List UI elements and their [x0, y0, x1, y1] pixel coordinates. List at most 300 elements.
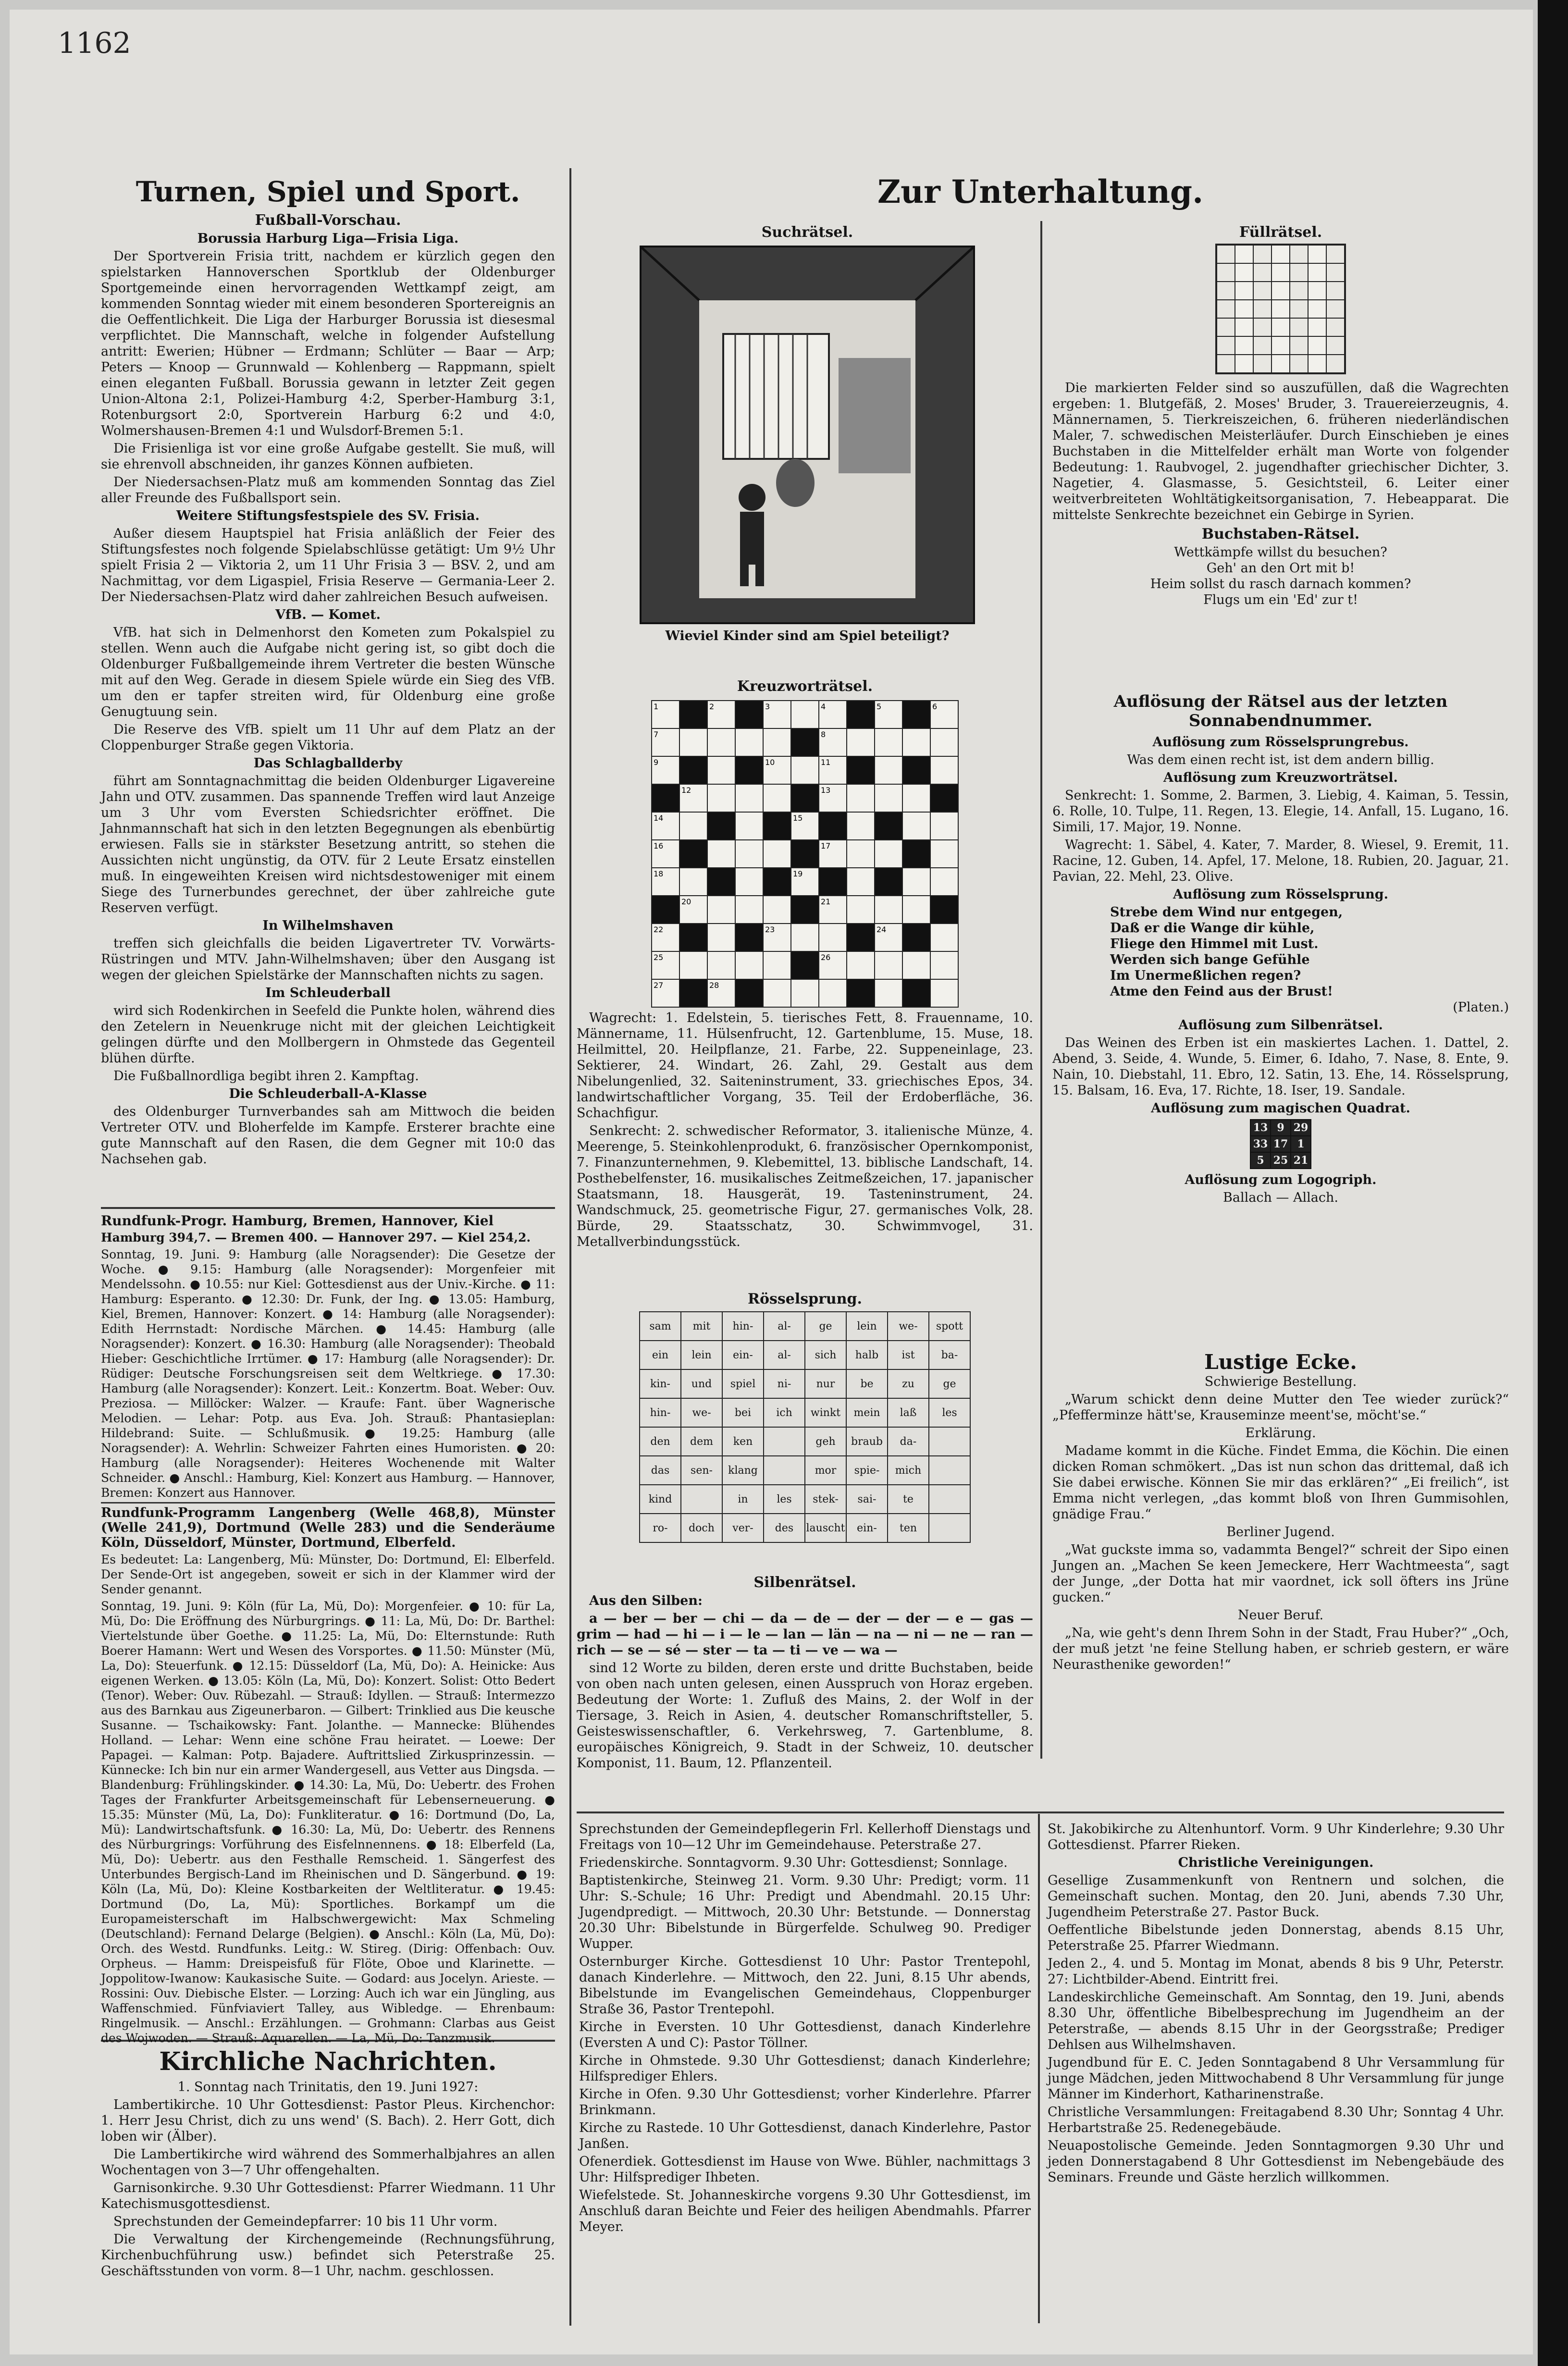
crossword-cell [847, 701, 875, 728]
knight-cell: ver- [722, 1514, 764, 1542]
fill-cell [1326, 263, 1345, 282]
magic-cell: 21 [1291, 1152, 1311, 1169]
match6-title: Im Schleuderball [265, 986, 391, 1000]
crossword-cell [679, 979, 707, 1007]
crossword-cell [930, 868, 958, 896]
crossword-number: 16 [654, 841, 664, 850]
knight-row [640, 1341, 970, 1369]
crossword-cell [679, 951, 707, 979]
church-notice: Ofenerdiek. Gottesdienst im Hause von Wwe. Bühler, nachmittags 3 Uhr: Hilfsprediger Ihbeten. [579, 2154, 1031, 2185]
fill-puzzle-text: Die markierten Felder sind so auszufüllen, daß die Wagrechten ergeben: 1. Blutgefäß, 2. Moses' Bruder, 3. Trauereierzeugnis, 4. Männernamen, 5. Tierkreiszeichen, 6. früheren niederländischen Maler, 7. schwedischen Meisterläufer. Durch Einschieben je eines Buchstaben in die Mittelfelder erhält man Worte von folgender Bedeutung: 1. Raubvogel, 2. jugendhafter griechischer Dichter, 3. Nagetier, 4. Glasmasse, 5. Gesichtsteil, 6. Leiter einer weitverbreiteten Wohltätigkeitsorganisation, 7. Hebeapparat. Die mittelste Senkrechte bezeichnet ein Gebirge in Syrien. [1052, 381, 1509, 522]
crossword-number: 10 [765, 758, 775, 767]
fill-cell [1290, 263, 1308, 282]
crossword-cell [707, 951, 735, 979]
crossword-cell [930, 756, 958, 784]
knight-cell: be [846, 1369, 888, 1398]
crossword-cell [902, 840, 930, 868]
syllable-puzzle-title: Silbenrätsel. [753, 1574, 856, 1591]
crossword-cell [847, 951, 875, 979]
match2-text: Außer diesem Hauptspiel hat Frisia anläßlich der Feier des Stiftungsfestes noch folgende Spielabschlüsse getätigt: Um 9½ Uhr spielt Frisia 2 — Viktoria 2, um 11 Uhr Frisia 3 — BSV. 2, und am Nachmittag, vor dem Ligaspiel, Frisia Reserve — Germania-Leer 2. Der Niedersachsen-Platz wird daher zahlreichen Besuch aufweisen. [101, 526, 555, 604]
fill-cell [1216, 245, 1235, 263]
knight-cell: ni- [764, 1369, 805, 1398]
fill-cell [1326, 300, 1345, 318]
crossword-cell [791, 840, 819, 868]
fill-cell [1326, 245, 1345, 263]
knight-cell: halb [846, 1341, 888, 1369]
crossword-number: 19 [793, 869, 803, 878]
knight-cell: braub [846, 1427, 888, 1456]
knight-solution-lines [1052, 904, 1509, 999]
crossword-cell [735, 896, 763, 924]
match6-text: wird sich Rodenkirchen in Seefeld die Punkte holen, während dies den Zetelern in Neuenkruge nicht mit der gleichen Leichtigkeit gelingen dürfte und den Mollbergern in Ohmstede das Gegenteil blühen dürfte. [101, 1003, 555, 1066]
fill-cell [1290, 336, 1308, 355]
crossword-grid [649, 698, 961, 1005]
fill-cell [1308, 355, 1326, 373]
crossword-cell [763, 951, 791, 979]
fill-cell [1290, 300, 1308, 318]
church-heading: Kirchliche Nachrichten. [159, 2047, 497, 2076]
magic-cell: 1 [1291, 1136, 1311, 1152]
magic-cell: 29 [1291, 1120, 1311, 1136]
fill-cell [1235, 245, 1253, 263]
association-notice: Christliche Versammlungen: Freitagabend 8.30 Uhr; Sonntag 4 Uhr. Herbartstraße 25. Redenegebäude. [1048, 2105, 1504, 2135]
crossword-cell [875, 840, 902, 868]
knight-cell: les [929, 1398, 970, 1427]
syllable-solution-text: Das Weinen des Erben ist ein maskiertes Lachen. 1. Dattel, 2. Abend, 3. Seide, 4. Wunde, 5. Eimer, 6. Idaho, 7. Nase, 8. Ente, 9. Nain, 10. Diebstahl, 11. Ebro, 12. Satin, 13. Ehe, 14. Rösselsprung, 15. Balsam, 16. Eva, 17. Richte, 18. Iser, 19. Sandale. [1052, 1035, 1509, 1098]
crossword-cell [930, 979, 958, 1007]
crossword-cell [652, 896, 679, 924]
knight-cell [681, 1485, 722, 1514]
fill-cell [1308, 318, 1326, 336]
fill-cell [1326, 282, 1345, 300]
fill-cell [1216, 355, 1235, 373]
crossword-cell [791, 701, 819, 728]
crossword-cell [735, 924, 763, 951]
knight-solution-line: Strebe dem Wind nur entgegen, [1110, 905, 1343, 920]
funny-corner-title: Lustige Ecke. [1204, 1350, 1357, 1374]
crossword-cell [652, 784, 679, 812]
knight-solution-line: Im Unermeßlichen regen? [1110, 968, 1301, 983]
fill-cell [1308, 300, 1326, 318]
match6-text-2: Die Fußballnordliga begibt ihren 2. Kampftag. [113, 1069, 419, 1084]
knight-cell: klang [722, 1456, 764, 1485]
magic-row [1250, 1136, 1311, 1152]
crossword-cell [679, 868, 707, 896]
church-lamberti-open: Die Lambertikirche wird während des Sommerhalbjahres an allen Wochentagen von 3—7 Uhr offengehalten. [101, 2147, 555, 2178]
logogriph-title: Auflösung zum Logogriph. [1185, 1172, 1377, 1187]
fill-row [1216, 263, 1345, 282]
crossword-number: 1 [654, 702, 659, 711]
crossword-cell [707, 868, 735, 896]
match7-title: Die Schleuderball-A-Klasse [229, 1086, 427, 1101]
crossword-cell [819, 812, 847, 840]
church-section [101, 2047, 555, 2330]
crossword-cell [791, 728, 819, 756]
crossword-cell [902, 701, 930, 728]
fill-cell [1235, 336, 1253, 355]
fill-cell [1235, 263, 1253, 282]
church-notice: Sprechstunden der Gemeindepflegerin Frl. Kellerhoff Dienstags und Freitags von 10—12 Uhr im Gemeindehause. Peterstraße 27. [579, 1822, 1031, 1852]
crossword-cell [679, 812, 707, 840]
syllable-letters: a — ber — ber — chi — da — de — der — der — e — gas — grim — had — hi — i — le — lan — län — na — ni — ne — ran — rich — se — sé — ster — ta — ti — ve — wa — [577, 1611, 1033, 1658]
puzzle-illustration [640, 246, 975, 624]
radio1-subtitle: Hamburg 394,7. — Bremen 400. — Hannover 297. — Kiel 254,2. [101, 1231, 531, 1245]
fill-row [1216, 355, 1345, 373]
syllable-solution-title: Auflösung zum Silbenrätsel. [1178, 1018, 1383, 1033]
crossword-number: 11 [821, 758, 831, 767]
crossword-cell [791, 979, 819, 1007]
crossword-cell [902, 812, 930, 840]
crossword-cell [930, 784, 958, 812]
knight-row [640, 1369, 970, 1398]
fill-cell [1290, 355, 1308, 373]
crossword-cell [875, 868, 902, 896]
crossword-number: 12 [681, 786, 691, 795]
knight-cell: ein [640, 1341, 681, 1369]
fill-cell [1290, 245, 1308, 263]
joke2-title: Erklärung. [1245, 1426, 1316, 1441]
knight-row [640, 1427, 970, 1456]
fill-puzzle-title: Füllrätsel. [1239, 224, 1322, 241]
crossword-cell [875, 979, 902, 1007]
crossword-cell [763, 728, 791, 756]
crossword-number: 3 [765, 702, 770, 711]
church-office-hours: Sprechstunden der Gemeindepfarrer: 10 bis 11 Uhr vorm. [113, 2214, 498, 2229]
knight-cell: sen- [681, 1456, 722, 1485]
crossword-cell [819, 868, 847, 896]
knight-solution-line: Werden sich bange Gefühle [1110, 952, 1310, 967]
knight-cell [929, 1456, 970, 1485]
crossword-cell [902, 979, 930, 1007]
knight-row [640, 1312, 970, 1341]
fill-row [1216, 318, 1345, 336]
fill-cell [1235, 300, 1253, 318]
knight-cell: winkt [805, 1398, 846, 1427]
crossword-cell [735, 756, 763, 784]
fill-cell [1272, 355, 1290, 373]
crossword-cell [902, 951, 930, 979]
crossword-cell [763, 896, 791, 924]
knight-cell [929, 1427, 970, 1456]
knight-cell: stek- [805, 1485, 846, 1514]
knight-cell: dem [681, 1427, 722, 1456]
fill-cell [1253, 263, 1272, 282]
crossword-number: 2 [709, 702, 715, 711]
knight-cell: ro- [640, 1514, 681, 1542]
page-number: 1162 [58, 26, 131, 60]
crossword-number: 7 [654, 730, 659, 739]
radio1-title: Rundfunk-Progr. Hamburg, Bremen, Hannover, Kiel [101, 1213, 494, 1229]
crossword-number: 4 [821, 702, 826, 711]
church-notice: Kirche in Eversten. 10 Uhr Gottesdienst, danach Kinderlehre (Eversten A und C): Pastor Töllner. [579, 2020, 1031, 2050]
column-rule-right [1040, 221, 1042, 1759]
fill-row [1216, 336, 1345, 355]
crossword-cell [679, 728, 707, 756]
crossword-number: 21 [821, 897, 831, 906]
crossword-cell [875, 951, 902, 979]
joke1-text: „Warum schickt denn deine Mutter den Tee wieder zurück?“ „Pfefferminze hätt'se, Krauseminze meent'se, möcht'se.“ [1052, 1392, 1509, 1423]
crossword-cell [707, 784, 735, 812]
joke4-title: Neuer Beruf. [1237, 1608, 1324, 1623]
crossword-cell [847, 979, 875, 1007]
crossword-cell [902, 756, 930, 784]
knight-cell: les [764, 1485, 805, 1514]
crossword-title: Kreuzworträtsel. [737, 678, 873, 695]
fill-cell [1253, 336, 1272, 355]
fill-cell [1272, 336, 1290, 355]
fill-row [1216, 245, 1345, 263]
crossword-cell [791, 784, 819, 812]
knight-cell: ein- [846, 1514, 888, 1542]
joke1-title: Schwierige Bestellung. [1204, 1374, 1357, 1389]
fill-cell [1308, 336, 1326, 355]
knight-cell: sam [640, 1312, 681, 1341]
column-rule-center [569, 168, 571, 2326]
crossword-across: Wagrecht: 1. Edelstein, 5. tierisches Fett, 8. Frauenname, 10. Männername, 11. Hülsenfrucht, 12. Gartenblume, 15. Muse, 18. Heilmittel, 20. Heilpflanze, 21. Farbe, 22. Suppeneinlage, 23. Sektierer, 24. Windart, 26. Zahl, 29. Gestalt aus dem Nibelungenlied, 32. Saiteninstrument, 33. griechisches Epos, 34. landwirtschaftlicher Vorgang, 35. Teil der Erdoberfläche, 36. Schachfigur. [577, 1010, 1033, 1121]
letter-puzzle-line: Heim sollst du rasch darnach kommen? [1150, 577, 1411, 592]
crossword-cell [791, 896, 819, 924]
fill-cell [1308, 282, 1326, 300]
fill-cell [1216, 300, 1235, 318]
crossword-cell [735, 812, 763, 840]
crossword-down: Senkrecht: 2. schwedischer Reformator, 3. italienische Münze, 4. Meerenge, 5. Steinkohlenprodukt, 6. französischer Opernkomponist, 7. Finanzunternehmen, 9. Klebemittel, 13. biblische Landschaft, 14. Posthebelfenster, 16. musikalisches Zeitmeßzeichen, 17. japanischer Staatsmann, 18. Hausgerät, 19. Tasteninstrument, 24. Wandschmuck, 25. geometrische Figur, 27. germanisches Volk, 28. Bürde, 29. Staatsschatz, 30. Schwimmvogel, 31. Metallverbindungsstück. [577, 1123, 1033, 1249]
fill-cell [1272, 282, 1290, 300]
crossword-number: 28 [709, 981, 719, 990]
rule-left-radio [101, 1207, 555, 1209]
match1-text: Der Sportverein Frisia tritt, nachdem er kürzlich gegen den spielstarken Hannoverschen Sportklub der Oldenburger Sportgemeinde einen hervorragenden Wettkampf zeigt, am kommenden Sonntag wieder mit einem besonderen Sportereignis an die Oeffentlichkeit. Die Liga der Harburger Borussia ist diesesmal verpflichtet. Die Mannschaft, welche in folgender Aufstellung antritt: Ewerien; Hübner — Erdmann; Schlüter — Baar — Arp; Peters — Knoop — Grunnwald — Kohlenberg — Rappmann, spielt einen eleganten Fußball. Borussia gewann in letzter Zeit gegen Union-Altona 2:1, Polizei-Hamburg 4:2, Sperber-Hamburg 3:1, Rotenburgsort 2:0, Sportverein Harburg 6:2 und 4:0, Wolmershausen-Bremen 4:1 und Wulsdorf-Bremen 5:1. [101, 249, 555, 438]
magic-cell: 9 [1271, 1120, 1291, 1136]
knight-cell: zu [888, 1369, 929, 1398]
crossword-cell [707, 840, 735, 868]
association-notice: Oeffentliche Bibelstunde jeden Donnerstag, abends 8.15 Uhr, Peterstraße 25. Pfarrer Wiedmann. [1048, 1922, 1504, 1953]
crossword-cell [847, 896, 875, 924]
crossword-cell [930, 812, 958, 840]
crossword-solution-down: Senkrecht: 1. Somme, 2. Barmen, 3. Liebig, 4. Kaiman, 5. Tessin, 6. Rolle, 10. Tulpe, 11. Regen, 13. Elegie, 14. Anfall, 15. Lugano, 16. Simili, 17. Major, 19. Nonne. [1052, 788, 1509, 835]
crossword-cell [902, 868, 930, 896]
crossword-cell [930, 840, 958, 868]
knight-cell: bei [722, 1398, 764, 1427]
crossword-number: 5 [877, 702, 882, 711]
crossword-cell [735, 784, 763, 812]
crossword-cell [819, 924, 847, 951]
knight-cell: und [681, 1369, 722, 1398]
courtyard-image [642, 247, 973, 622]
search-puzzle [625, 221, 990, 678]
magic-row [1250, 1120, 1311, 1136]
radio1-program: Sonntag, 19. Juni. 9: Hamburg (alle Noragsender): Die Gesetze der Woche. ● 9.15: Hamburg (alle Noragsender): Morgenfeier mit Mendelssohn. ● 10.55: nur Kiel: Gottesdienst aus der Univ.-Kirche. ● 11: Hamburg: Esperanto. ● 12.30: Dr. Funk, der Ing. ● 13.05: Hamburg, Kiel, Bremen, Hannover: Konzert. ● 14: Hamburg (alle Noragsender): Edith Herrnstadt: Nordische Märchen. ● 14.45: Hamburg (alle Noragsender): Konzert. ● 16.30: Hamburg (alle Noragsender): Theobald Hieber: Geschichtliche Irrtümer. ● 17: Hamburg (alle Noragsender): Dr. Rüdiger: Deutsche Forschungsreisen seit dem Weltkriege. ● 17.30: Hamburg (alle Noragsender): Konzert. Leit.: Konzertm. Boat. Weber: Ouv. Preziosa. — Millöcker: Walzer. — Kraufe: Fant. über Wagnerische Melodien. — Lehar: Potp. aus Eva. Joh. Strauß: Phantasieplan: Hildebrand: Suite. — Schlußmusik. ● 19.25: Hamburg (alle Noragsender): A. Wehrlin: Schweizer Fahrten eines Humoristen. ● 20: Hamburg (alle Noragsender): Heiteres Wochenende mit Walter Schneider. ● Anschl.: Hamburg, Kiel: Konzert aus Hamburg. — Hannover, Bremen: Konzert aus Hannover. [101, 1247, 555, 1500]
match1-title: Borussia Harburg Liga—Frisia Liga. [197, 231, 459, 246]
magic-row [1250, 1152, 1311, 1169]
crossword-number: 26 [821, 953, 831, 962]
crossword-cell [847, 924, 875, 951]
solutions-heading: Auflösung der Rätsel aus der letzten Sonnabendnummer. [1113, 692, 1448, 730]
crossword-cell [735, 951, 763, 979]
funny-corner [1052, 1350, 1509, 1807]
church-notice: Wiefelstede. St. Johanneskirche vorgens 9.30 Uhr Gottesdienst, im Anschluß daran Beichte und Feier des heiligen Abendmahls. Pfarrer Meyer. [579, 2188, 1031, 2234]
match5-text: treffen sich gleichfalls die beiden Ligavertreter TV. Vorwärts-Rüstringen und MTV. Jahn-Wilhelmshaven; über den Ausgang ist wegen der gleichen Spielstärke der Mannschaften nichts zu sagen. [101, 936, 555, 983]
church-notices-right [1048, 1821, 1504, 2326]
crossword-cell [819, 979, 847, 1007]
knight-cell: lauscht [805, 1514, 846, 1542]
fill-cell [1326, 336, 1345, 355]
crossword-cell [902, 896, 930, 924]
match4-title: Das Schlagballderby [253, 756, 403, 771]
association-notice: Jugendbund für E. C. Jeden Sonntagabend 8 Uhr Versammlung für junge Mädchen, jeden Mittwochabend 8 Uhr Versammlung für junge Männer im Kinderhort, Katharinenstraße. [1048, 2055, 1504, 2102]
crossword-cell [679, 756, 707, 784]
fill-cell [1326, 355, 1345, 373]
crossword-number: 24 [877, 925, 887, 934]
page-edge [1538, 0, 1568, 2366]
joke4-text: „Na, wie geht's denn Ihrem Sohn in der Stadt, Frau Huber?“ „Och, der muß jetzt 'ne feine Stellung haben, er schrieb gestern, er wäre Neurasthenike geworden!“ [1052, 1626, 1509, 1672]
crossword-number: 15 [793, 813, 803, 823]
church-notice: Friedenskirche. Sonntagvorm. 9.30 Uhr: Gottesdienst; Sonnlage. [579, 1855, 1008, 1870]
magic-cell: 5 [1250, 1152, 1271, 1169]
radio2-title: Rundfunk-Programm Langenberg (Welle 468,8), Münster (Welle 241,9), Dortmund (Welle 283) und die Senderäume Köln, Düsseldorf, Münster, Dortmund, Elberfeld. [101, 1505, 555, 1550]
knight-cell: we- [681, 1398, 722, 1427]
knight-solution-line: Atme den Feind aus der Brust! [1110, 984, 1333, 999]
knight-cell [764, 1427, 805, 1456]
magic-cell: 33 [1250, 1136, 1271, 1152]
crossword-cell [735, 728, 763, 756]
entertainment-heading: Zur Unterhaltung. [877, 173, 1204, 210]
knight-cell: lein [846, 1312, 888, 1341]
magic-cell: 17 [1271, 1136, 1291, 1152]
crossword-cell [735, 840, 763, 868]
knight-cell: al- [764, 1341, 805, 1369]
rebus-solution-title: Auflösung zum Rösselsprungrebus. [1152, 735, 1409, 750]
knight-cell: das [640, 1456, 681, 1485]
crossword-number: 22 [654, 925, 664, 934]
knight-cell: kind [640, 1485, 681, 1514]
crossword-number: 14 [654, 813, 664, 823]
fill-row [1216, 282, 1345, 300]
crossword-cell [679, 840, 707, 868]
knight-cell: spiel [722, 1369, 764, 1398]
knight-cell: geh [805, 1427, 846, 1456]
knight-cell [929, 1514, 970, 1542]
crossword-cell [791, 951, 819, 979]
crossword-number: 25 [654, 953, 664, 962]
crossword-cell [875, 896, 902, 924]
letter-puzzle-line: Wettkämpfe willst du besuchen? [1174, 545, 1387, 560]
knight-cell: sich [805, 1341, 846, 1369]
knight-cell: ba- [929, 1341, 970, 1369]
church-notice: Baptistenkirche, Steinweg 21. Vorm. 9.30 Uhr: Predigt; vorm. 11 Uhr: S.-Schule; 16 Uhr: Predigt und Abendmahl. 20.15 Uhr: Jugendpredigt. — Mittwoch, 20.30 Uhr: Betstunde. — Donnerstag 20.30 Uhr: Bibelstunde in Bürgerfelde. Schulweg 90. Prediger Wupper. [579, 1873, 1031, 1951]
association-notice: Neuapostolische Gemeinde. Jeden Sonntagmorgen 9.30 Uhr und jeden Donnerstagabend 8 Uhr Gottesdienst im Nebengebäude des Seminars. Freunde und Gäste herzlich willkommen. [1048, 2138, 1504, 2185]
church-notice: Kirche zu Rastede. 10 Uhr Gottesdienst, danach Kinderlehre, Pastor Janßen. [579, 2120, 1031, 2151]
crossword-cell [735, 868, 763, 896]
association-notice: Christliche Vereinigungen. [1178, 1855, 1374, 1870]
crossword-number: 8 [821, 730, 826, 739]
match5-title: In Wilhelmshaven [262, 918, 394, 933]
knight-cell: laß [888, 1398, 929, 1427]
match2-title: Weitere Stiftungsfestspiele des SV. Frisia. [176, 508, 480, 523]
crossword-cell [735, 701, 763, 728]
letter-puzzle-lines [1052, 544, 1509, 608]
rule-radio-split [101, 1502, 555, 1503]
knight-cell: ten [888, 1514, 929, 1542]
crossword-cell [847, 784, 875, 812]
knight-cell: mor [805, 1456, 846, 1485]
rule-bottom-divider [1038, 1814, 1040, 2323]
knight-cell [929, 1485, 970, 1514]
church-notice: Kirche in Ohmstede. 9.30 Uhr Gottesdienst; danach Kinderlehre; Hilfsprediger Ehlers. [579, 2053, 1031, 2084]
fill-cell [1272, 300, 1290, 318]
fill-grid [1215, 244, 1346, 374]
fill-cell [1272, 245, 1290, 263]
logogriph-text: Ballach — Allach. [1223, 1190, 1338, 1205]
crossword-cell [763, 868, 791, 896]
search-puzzle-caption: Wieviel Kinder sind am Spiel beteiligt? [665, 628, 950, 643]
crossword-cell [791, 756, 819, 784]
letter-puzzle-line: Flugs um ein 'Ed' zur t! [1203, 592, 1358, 607]
crossword-cell [707, 896, 735, 924]
crossword-cell [735, 979, 763, 1007]
magic-square-title: Auflösung zum magischen Quadrat. [1151, 1101, 1410, 1116]
fill-cell [1308, 263, 1326, 282]
fill-puzzle [1052, 221, 1509, 615]
magic-square [1250, 1119, 1311, 1169]
crossword-cell [847, 728, 875, 756]
letter-puzzle-line: Geh' an den Ort mit b! [1206, 561, 1355, 576]
crossword-cell [707, 812, 735, 840]
crossword-cell [847, 868, 875, 896]
knight-cell: spott [929, 1312, 970, 1341]
knight-puzzle-title: Rösselsprung. [748, 1291, 862, 1307]
crossword-cell [875, 756, 902, 784]
knight-cell: den [640, 1427, 681, 1456]
knight-cell: we- [888, 1312, 929, 1341]
search-puzzle-title: Suchrätsel. [761, 224, 853, 241]
knight-cell: spie- [846, 1456, 888, 1485]
fill-cell [1235, 318, 1253, 336]
knight-cell: ich [764, 1398, 805, 1427]
knight-solution-author: (Platen.) [1453, 1000, 1509, 1015]
crossword-cell [707, 756, 735, 784]
match3-text: VfB. hat sich in Delmenhorst den Kometen zum Pokalspiel zu stellen. Wenn auch die Aufgabe nicht gering ist, so gibt doch die Oldenburger Fußballgemeinde ihrem Vertreter die besten Wünsche mit auf den Weg. Gerade in diesem Spiele würde ein Sieg des VfB. um den er tapfer streiten wird, für Oldenburg eine große Genugtuung sein. [101, 625, 555, 719]
knight-cell: da- [888, 1427, 929, 1456]
knight-cell: doch [681, 1514, 722, 1542]
knight-cell: kin- [640, 1369, 681, 1398]
knight-cell: ge [805, 1312, 846, 1341]
knight-solution-title: Auflösung zum Rösselsprung. [1173, 887, 1389, 902]
crossword-puzzle [577, 675, 1033, 1281]
fill-cell [1290, 318, 1308, 336]
crossword-cell [930, 951, 958, 979]
match1-text-3: Der Niedersachsen-Platz muß am kommenden Sonntag das Ziel aller Freunde des Fußballsport sein. [101, 475, 555, 505]
crossword-cell [791, 924, 819, 951]
knight-cell: lein [681, 1341, 722, 1369]
church-notice: Osternburger Kirche. Gottesdienst 10 Uhr: Pastor Trentepohl, danach Kinderlehre. — Mittwoch, den 22. Juni, 8.15 Uhr abends, Bibelstunde im Evangelischen Gemeindehaus, Cloppenburger Straße 36, Pastor Trentepohl. [579, 1954, 1031, 2017]
knight-grid [639, 1311, 971, 1543]
fill-cell [1290, 282, 1308, 300]
match4-text: führt am Sonntagnachmittag die beiden Oldenburger Ligavereine Jahn und OTV. zusammen. Das spannende Treffen wird laut Anzeige um 3 Uhr vom Eversten Schiedsrichter eröffnet. Die Jahnmannschaft hat sich in den letzten Begegnungen als ebenbürtig erwiesen. Falls sie in stärkster Besetzung antritt, so stehen die Aussichten nicht ungünstig, da OTV. für 2 Leute Ersatz einstellen muß. In eingeweihten Kreisen wird nichtsdestoweniger mit einem Siege des Turnerbundes gerechnet, der über zahlreiche gute Reserven verfügt. [101, 774, 555, 915]
sport-column [101, 175, 555, 1204]
rebus-solution-text: Was dem einen recht ist, ist dem andern billig. [1127, 752, 1434, 767]
football-preview-title: Fußball-Vorschau. [255, 212, 401, 229]
crossword-cell [902, 924, 930, 951]
crossword-cell [707, 924, 735, 951]
crossword-cell [847, 840, 875, 868]
fill-cell [1253, 245, 1272, 263]
knight-cell: mich [888, 1456, 929, 1485]
crossword-cell [930, 924, 958, 951]
magic-cell: 25 [1271, 1152, 1291, 1169]
knight-cell: ist [888, 1341, 929, 1369]
crossword-number: 13 [821, 786, 831, 795]
knight-cell: in [722, 1485, 764, 1514]
knight-cell: nur [805, 1369, 846, 1398]
